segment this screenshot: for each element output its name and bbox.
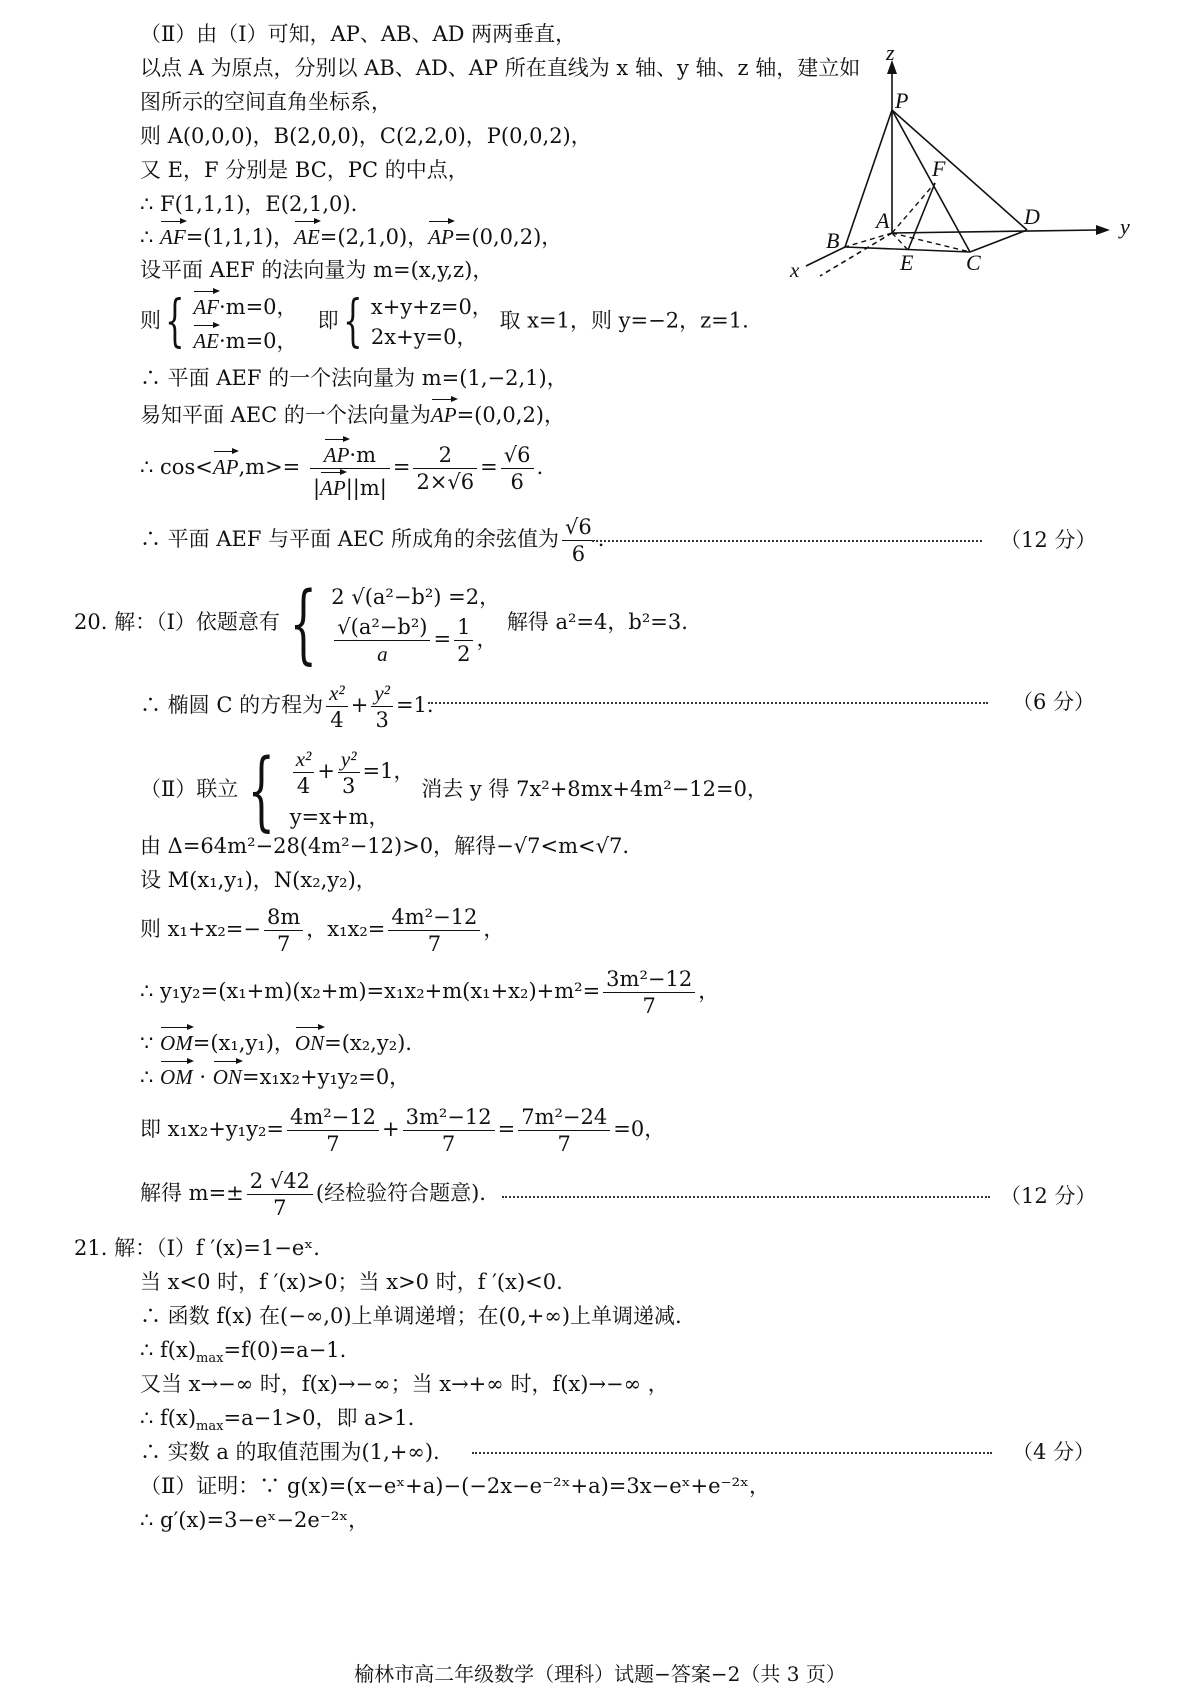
q21-line-9: ∴ g′(x)=3−eˣ−2e⁻²ˣ， (140, 1508, 370, 1532)
q19-conclusion: ∴ 平面 AEF 与平面 AEC 所成角的余弦值为 $\frac{√6}{6}$ . (140, 515, 605, 566)
label-E: E (900, 250, 914, 275)
q19-line-8: 设平面 AEF 的法向量为 m=(x,y,z)， (140, 258, 494, 282)
q21-line-1: 21. 解：（Ⅰ）f ′(x)=1−eˣ. (74, 1236, 320, 1260)
score-q20-1: （6 分） (1012, 690, 1096, 714)
q20-delta: 由 Δ=64m²−28(4m²−12)>0，解得−√7<m<√7. (140, 834, 630, 858)
vector-af: AF (160, 218, 186, 248)
q21-line-6: ∴ $f(x)_{max}=a-1>0$，即 a>1. (140, 1406, 415, 1435)
q20-solution: 解得 m=± $\frac{2 √42}{7}$ (经检验符合题意). (140, 1169, 486, 1220)
q19-line-11: 易知平面 AEC 的一个法向量为AP=(0,0,2)， (140, 396, 565, 429)
q21-line-7: ∴ 实数 a 的取值范围为(1,+∞). (140, 1440, 440, 1464)
q19-line-7: ∴ AF=(1,1,1)，AE=(2,1,0)，AP=(0,0,2)， (140, 218, 562, 251)
q19-line-2: 以点 A 为原点，分别以 AB、AD、AP 所在直线为 x 轴、y 轴、z 轴，建立如 (140, 56, 861, 80)
q20-om-on: ∵ OM=(x₁,y₁)，ON=(x₂,y₂). (140, 1024, 412, 1057)
vector-ap: AP (428, 218, 454, 248)
q20-y1y2: ∴ y₁y₂=(x₁+m)(x₂+m)=x₁x₂+m(x₁+x₂)+m²= $\frac{\text{3m²−12}}{7}$ ， (140, 967, 720, 1018)
score-q21-1: （4 分） (1012, 1440, 1096, 1464)
score-q19: （12 分） (1000, 528, 1097, 552)
q19-line-3: 图所示的空间直角坐标系， (140, 90, 392, 114)
label-x: x (790, 258, 800, 282)
q20-part1: 20. 解：（Ⅰ）依题意有 { 2 √(a²−b²) =2， $\frac{\text{√(a²−b²)}}{a}$ = $\frac{1}{2}$ ， 解得 a²=4，b²=3. (74, 573, 688, 674)
q21-line-4: ∴ $f(x)_{max}=f(0)=a-1$. (140, 1338, 347, 1367)
q20-part2-system: （Ⅱ）联立 { $\frac{\text{x²}}{4}$ + $\frac{\text{y²}}{3}$ =1， y=x+m， 消去 y 得 7x²+8mx+4m²−12=0， (140, 740, 768, 841)
label-y: y (1120, 214, 1130, 239)
q19-system: 则{ AF·m=0， AE·m=0， 即{ x+y+z=0， 2x+y=0， 取 x=1，则 y=−2，z=1. (140, 289, 749, 354)
q19-line-5: 又 E，F 分别是 BC，PC 的中点， (140, 158, 469, 182)
q20-ellipse: ∴ 椭圆 C 的方程为 $\frac{\text{x²}}{4}$ + $\frac{\text{y²}}{3}$ =1. (140, 681, 434, 732)
q20-dot: ∴ OM · ON=x₁x₂+y₁y₂=0， (140, 1058, 410, 1091)
page-footer: 榆林市高二年级数学（理科）试题−答案−2（共 3 页） (354, 1662, 846, 1686)
vector-ae: AE (294, 218, 320, 248)
q19-cos-line: ∴ cos<AP,m>= $\frac{AP\cdot m}{|AP||m|}$ = $\frac{2}{2\times√6}$ = $\frac{√6}{6}$ . (140, 436, 543, 501)
q19-line-1: （Ⅱ）由（Ⅰ）可知，AP、AB、AD 两两垂直， (140, 22, 577, 46)
label-F: F (932, 156, 946, 181)
label-C: C (966, 250, 981, 275)
label-D: D (1024, 204, 1040, 229)
q20-set: 设 M(x₁,y₁)，N(x₂,y₂)， (140, 868, 377, 892)
label-A: A (876, 208, 890, 233)
q21-line-2: 当 x<0 时，f ′(x)>0；当 x>0 时，f ′(x)<0. (140, 1270, 563, 1294)
q19-line-10: ∴ 平面 AEF 的一个法向量为 m=(1,−2,1)， (140, 366, 568, 390)
q19-line-4: 则 A(0,0,0)，B(2,0,0)，C(2,2,0)，P(0,0,2)， (140, 124, 592, 148)
q21-line-3: ∴ 函数 f(x) 在(−∞,0)上单调递增；在(0,+∞)上单调递减. (140, 1304, 682, 1328)
coordinate-figure (826, 40, 1160, 298)
label-B: B (826, 228, 840, 253)
label-P: P (895, 88, 909, 113)
q21-line-8: （Ⅱ）证明：∵ g(x)=(x−eˣ+a)−(−2x−e⁻²ˣ+a)=3x−eˣ+e⁻²ˣ， (140, 1474, 770, 1498)
label-z: z (886, 40, 895, 65)
q21-line-5: 又当 x→−∞ 时，f(x)→−∞；当 x→+∞ 时，f(x)→−∞ ， (140, 1372, 669, 1396)
q19-line-6: ∴ F(1,1,1)，E(2,1,0). (140, 192, 358, 216)
score-q20-2: （12 分） (1000, 1184, 1097, 1208)
q20-ie: 即 x₁x₂+y₁y₂= $\frac{\text{4m²−12}}{7}$ + $\frac{\text{3m²−12}}{7}$ = $\frac{\text{7m²−24}}{7}$ =0， (140, 1105, 666, 1156)
q20-vieta: 则 x₁+x₂=− $\frac{8m}{7}$ ，x₁x₂= $\frac{\text{4m²−12}}{7}$ ， (140, 905, 505, 956)
